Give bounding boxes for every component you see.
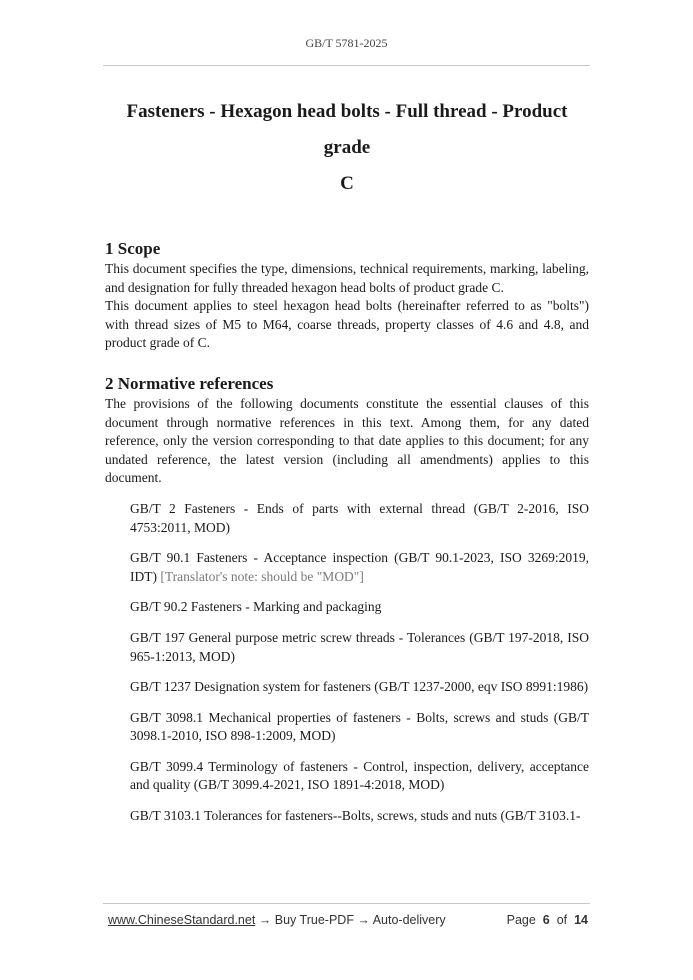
reference-item: [130, 549, 589, 586]
reference-list: [105, 500, 589, 826]
scope-paragraph-2: This document applies to steel hexagon head bolts (hereinafter referred to as "bolts") with thread sizes of M5 to M64, coarse threads, property classes of 4.6 and 4.8, and product grade of C.: [105, 298, 589, 351]
reference-text: GB/T 3099.4 Terminology of fasteners - Control, inspection, delivery, acceptance and quality (GB/T 3099.4-2021, ISO 1891-4:2018, MOD): [130, 758, 589, 793]
reference-item: [130, 500, 589, 537]
arrow-icon: →: [353, 913, 373, 927]
header-divider: [103, 65, 590, 66]
page-number: [507, 913, 588, 927]
reference-item: [130, 629, 589, 666]
reference-text: GB/T 2 Fasteners - Ends of parts with external thread (GB/T 2-2016, ISO 4753:2011, MOD): [130, 500, 589, 535]
reference-item: [130, 807, 589, 826]
reference-text: GB/T 1237 Designation system for fasteners (GB/T 1237-2000, eqv ISO 8991:1986): [130, 679, 589, 695]
references-intro: The provisions of the following documents constitute the essential clauses of this document through normative references in this text. Among them, for any dated reference, only the version corresponding to that date applies to this document; for any undated reference, the latest version (including all amendments) applies to this document.: [105, 395, 589, 486]
of-label: of: [556, 913, 568, 927]
reference-item: [130, 758, 589, 795]
reference-item: [130, 709, 589, 746]
scope-paragraph-1: This document specifies the type, dimensions, technical requirements, marking, labeling, and designation for fully threaded hexagon head bolts of product grade C.: [105, 261, 589, 295]
document-title: [105, 94, 589, 202]
reference-item: [130, 598, 589, 617]
current-page: 6: [542, 913, 550, 927]
reference-text: GB/T 3103.1 Tolerances for fasteners--Bolts, screws, studs and nuts (GB/T 3103.1-: [130, 808, 581, 824]
auto-delivery-text: Auto-delivery: [372, 913, 446, 927]
section-heading-normative-references: 2 Normative references: [105, 373, 274, 393]
arrow-icon: →: [255, 913, 275, 927]
page-label: Page: [506, 913, 536, 927]
running-header: GB/T 5781-2025: [305, 36, 388, 50]
page-footer: [108, 913, 588, 931]
reference-text: GB/T 90.1 Fasteners - Acceptance inspection (GB/T 90.1-2023, ISO 3269:2019, IDT): [130, 550, 589, 584]
title-line-1: Fasteners - Hexagon head bolts - Full thread - Product grade: [126, 101, 568, 158]
section-heading-scope: 1 Scope: [105, 239, 161, 258]
total-pages: 14: [574, 913, 588, 927]
reference-text: GB/T 3098.1 Mechanical properties of fasteners - Bolts, screws and studs (GB/T 3098.1-2010, ISO 898-1:2009, MOD): [130, 709, 589, 744]
document-body: [105, 84, 589, 826]
footer-divider: [103, 903, 590, 904]
title-line-2: C: [340, 173, 354, 194]
footer-links: [108, 913, 446, 927]
reference-item: [130, 678, 589, 697]
reference-text: GB/T 90.2 Fasteners - Marking and packaging: [130, 599, 382, 615]
reference-text: GB/T 197 General purpose metric screw threads - Tolerances (GB/T 197-2018, ISO 965-1:2013, MOD): [130, 629, 589, 664]
translator-note: [Translator's note: should be "MOD"]: [160, 568, 364, 584]
buy-pdf-link[interactable]: Buy True-PDF: [274, 913, 354, 927]
site-link[interactable]: www.ChineseStandard.net: [108, 913, 256, 927]
